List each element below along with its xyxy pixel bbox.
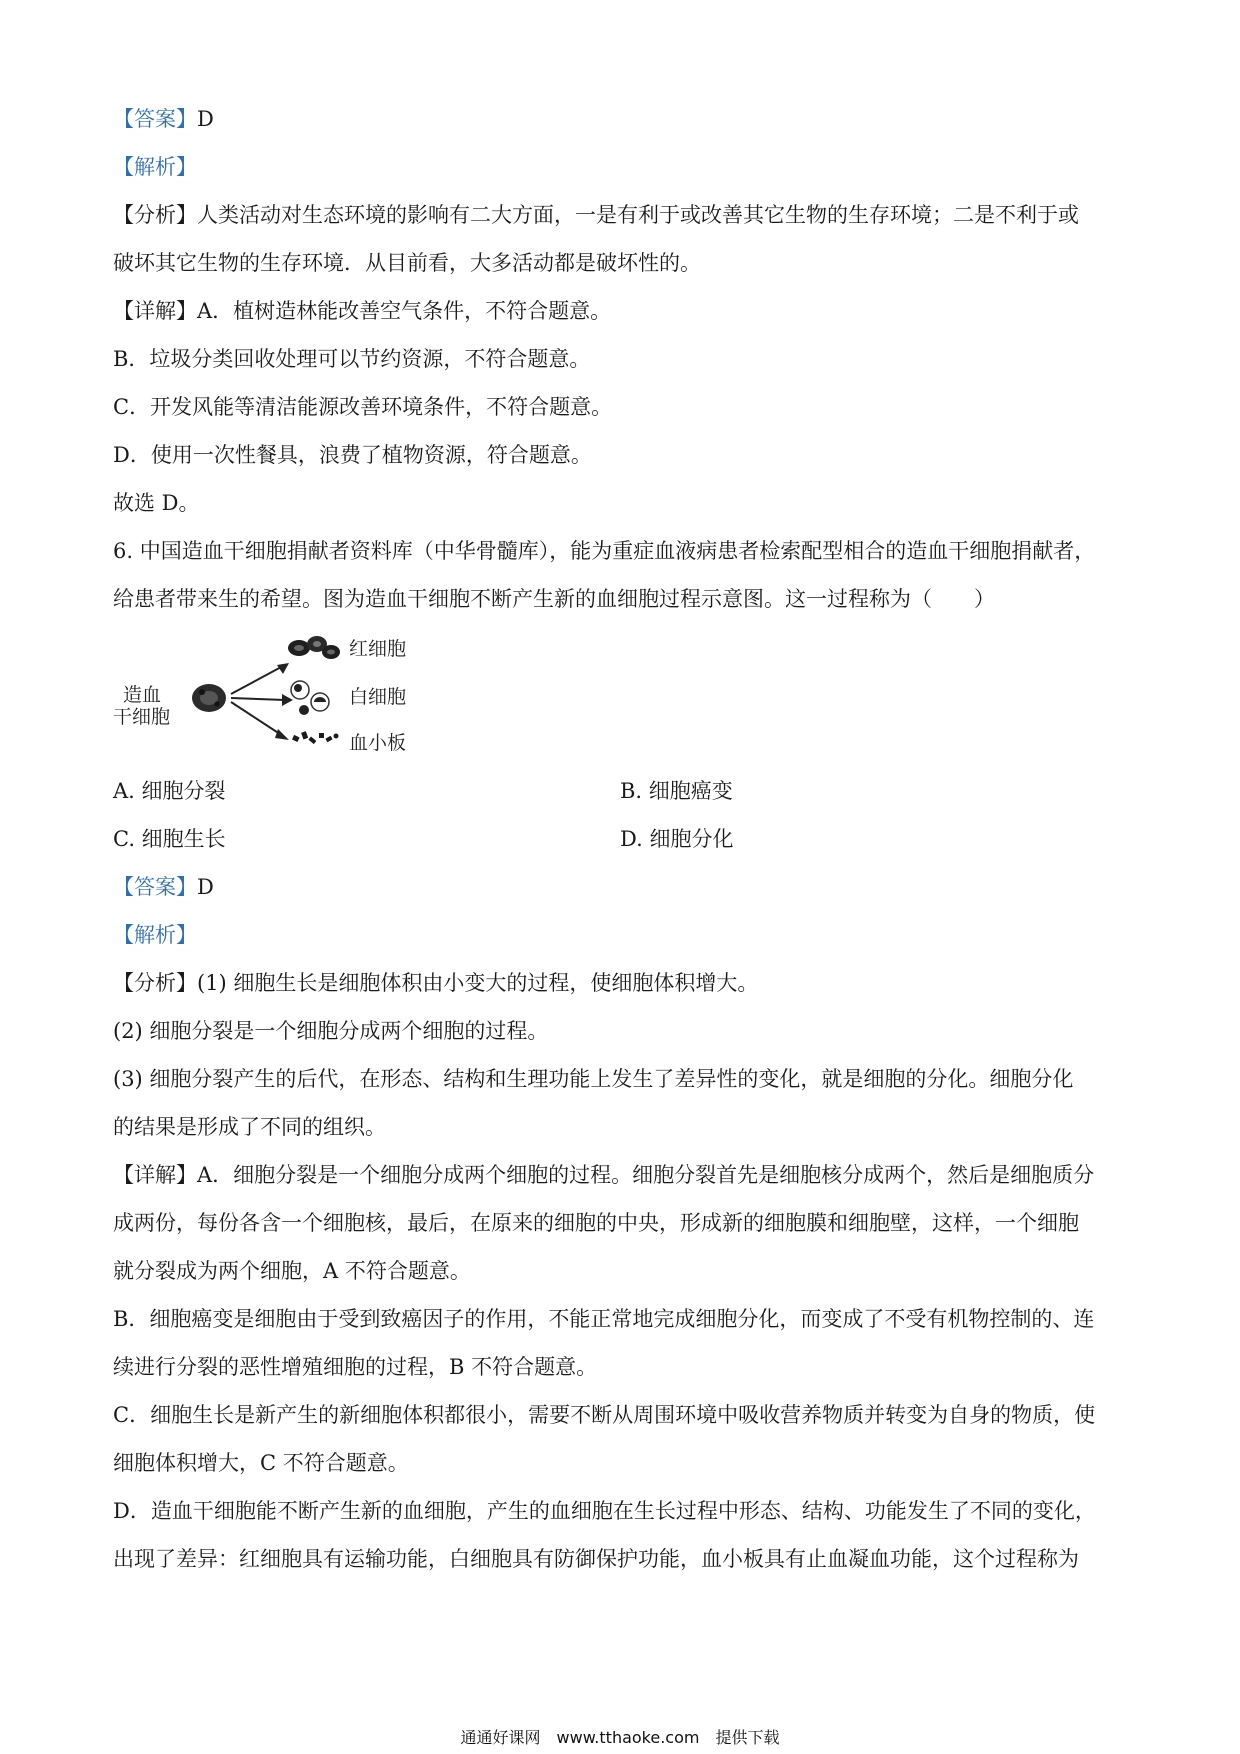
q5-detail-d: D．使用一次性餐具，浪费了植物资源，符合题意。 bbox=[113, 443, 592, 467]
q5-conclusion: 故选 D。 bbox=[113, 491, 200, 515]
option-a: A. 细胞分裂 bbox=[113, 779, 226, 803]
q6-detail-b-2: 续进行分裂的恶性增殖细胞的过程，B 不符合题意。 bbox=[113, 1355, 598, 1379]
option-d: D. 细胞分化 bbox=[620, 827, 734, 851]
stem-cell-icon bbox=[192, 684, 226, 712]
q5-fenxi-line-2: 破坏其它生物的生存环境．从目前看，大多活动都是破坏性的。 bbox=[113, 251, 701, 275]
answer-tag: 【答案】 bbox=[113, 107, 197, 131]
stem-cell-label-2: 干细胞 bbox=[113, 706, 171, 728]
red-cell-label: 红细胞 bbox=[349, 638, 407, 660]
q6-stem-line-1: 6. 中国造血干细胞捐献者资料库（中华骨髓库），能为重症血液病患者检索配型相合的造血干细胞捐献者， bbox=[113, 539, 1096, 563]
white-blood-cell-icon bbox=[291, 681, 329, 715]
q6-detail-a-3: 就分裂成为两个细胞，A 不符合题意。 bbox=[113, 1259, 471, 1283]
q6-analysis-tag: 【解析】 bbox=[113, 923, 197, 947]
q6-answer-line bbox=[113, 872, 1133, 902]
option-c: C. 细胞生长 bbox=[113, 827, 226, 851]
q6-detail-c-1: C．细胞生长是新产生的新细胞体积都很小，需要不断从周围环境中吸收营养物质并转变为自身的物质，使 bbox=[113, 1403, 1096, 1427]
q6-detail-a-1: 【详解】A．细胞分裂是一个细胞分成两个细胞的过程。细胞分裂首先是细胞核分成两个，然后是细胞质分 bbox=[113, 1163, 1095, 1187]
q5-answer-line bbox=[113, 104, 1133, 134]
q6-fenxi-line-3: (3) 细胞分裂产生的后代，在形态、结构和生理功能上发生了差异性的变化，就是细胞的分化。细胞分化 bbox=[113, 1067, 1074, 1091]
platelet-icon bbox=[292, 731, 338, 744]
q5-detail-a: 【详解】A．植树造林能改善空气条件，不符合题意。 bbox=[113, 299, 612, 323]
answer-value: D bbox=[197, 107, 214, 131]
q6-detail-d-2: 出现了差异：红细胞具有运输功能，白细胞具有防御保护功能，血小板具有止血凝血功能，这个过程称为 bbox=[113, 1547, 1079, 1571]
stem-cell-label-1: 造血 bbox=[123, 684, 162, 706]
option-b: B. 细胞癌变 bbox=[620, 779, 733, 803]
q6-stem-line-2: 给患者带来生的希望。图为造血干细胞不断产生新的血细胞过程示意图。这一过程称为（ ） bbox=[113, 587, 995, 611]
red-blood-cell-icon bbox=[288, 636, 340, 659]
q6-detail-b-1: B．细胞癌变是细胞由于受到致癌因子的作用，不能正常地完成细胞分化，而变成了不受有机物控制的、连 bbox=[113, 1307, 1095, 1331]
white-cell-label: 白细胞 bbox=[349, 686, 407, 708]
q5-detail-b: B．垃圾分类回收处理可以节约资源，不符合题意。 bbox=[113, 347, 591, 371]
q5-detail-c: C．开发风能等清洁能源改善环境条件，不符合题意。 bbox=[113, 395, 613, 419]
q6-detail-a-2: 成两份，每份各含一个细胞核，最后，在原来的细胞的中央，形成新的细胞膜和细胞壁，这样，一个细胞 bbox=[113, 1211, 1079, 1235]
stem-cell-diagram bbox=[113, 628, 433, 764]
answer-tag: 【答案】 bbox=[113, 875, 197, 899]
q6-detail-c-2: 细胞体积增大，C 不符合题意。 bbox=[113, 1451, 409, 1475]
q5-fenxi-line-1: 【分析】人类活动对生态环境的影响有二大方面，一是有利于或改善其它生物的生存环境；二是不利于或 bbox=[113, 203, 1079, 227]
answer-value: D bbox=[197, 875, 214, 899]
q6-fenxi-line-1: 【分析】(1) 细胞生长是细胞体积由小变大的过程，使细胞体积增大。 bbox=[113, 971, 759, 995]
page-footer[interactable]: 通通好课网 www.tthaoke.com 提供下载 bbox=[460, 1728, 780, 1747]
q6-fenxi-line-4: 的结果是形成了不同的组织。 bbox=[113, 1115, 386, 1139]
q6-fenxi-line-2: (2) 细胞分裂是一个细胞分成两个细胞的过程。 bbox=[113, 1019, 549, 1043]
q6-detail-d-1: D．造血干细胞能不断产生新的血细胞，产生的血细胞在生长过程中形态、结构、功能发生了不同的变化， bbox=[113, 1499, 1096, 1523]
arrow-heads bbox=[275, 663, 293, 740]
arrow-lines bbox=[231, 666, 285, 736]
platelet-label: 血小板 bbox=[349, 732, 407, 754]
q5-analysis-tag: 【解析】 bbox=[113, 155, 197, 179]
